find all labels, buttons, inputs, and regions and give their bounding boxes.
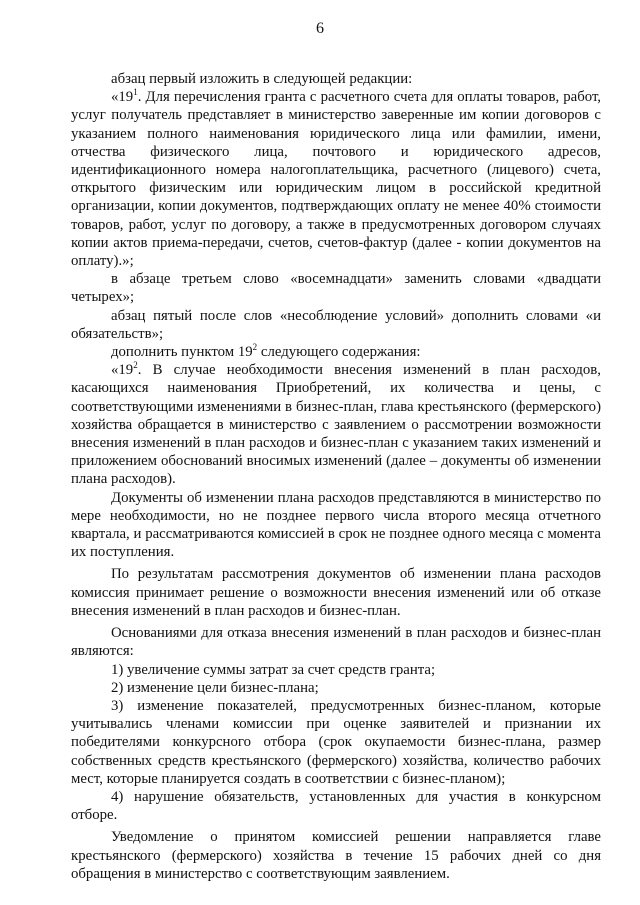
paragraph-9: Основаниями для отказа внесения изменений в план расходов и бизнес-план являются:: [71, 625, 601, 660]
paragraph-7: Документы об изменении плана расходов представляются в министерство по мере необходимости, но не позднее первого числа второго месяца отчетного квартала, и рассматриваются комиссией в срок не позднее одного месяца с момента их поступления.: [71, 489, 601, 561]
paragraph-8: По результатам рассмотрения документов об изменении плана расходов комиссия принимает решение о возможности внесения изменений или об отказе внесения изменений в план расходов и бизнес-план.: [71, 566, 601, 619]
paragraph-3: в абзаце третьем слово «восемнадцати» заменить словами «двадцати четырех»;: [71, 271, 601, 306]
paragraph-4: абзац пятый после слов «несоблюдение условий» дополнить словами «и обязательств»;: [71, 307, 601, 342]
list-item-2: 2) изменение цели бизнес-плана;: [111, 679, 319, 696]
page-number: 6: [316, 20, 324, 37]
paragraph-10: Уведомление о принятом комиссией решении направляется главе крестьянского (фермерского) хозяйства в течение 15 рабочих дней со дня обращения в министерство с соответствующим заявлением.: [71, 829, 601, 882]
paragraph-5: дополнить пунктом $19^2$ следующего содержания:: [111, 342, 421, 361]
paragraph-2: «$19^1$. Для перечисления гранта с расчетного счета для оплаты товаров, работ, услуг получатель представляет в министерство заверенные им копии договоров с указанием полного наименования юридического лица или фамилии, имени, отчества физического лица, почтового и юридического адресов, идентификационного номера налогоплательщика, расчетного (лицевого) счета, открытого физическим или юридическим лицом в российской кредитной организации, копии документов, подтверждающих оплату не менее 40% стоимости товаров, работ, услуг по договору, а также в предусмотренных договором случаях копии актов приема-передачи, счетов, счетов-фактур (далее - копии документов на оплату).»;: [71, 87, 601, 270]
paragraph-1: абзац первый изложить в следующей редакции:: [111, 71, 413, 87]
list-item-3: 3) изменение показателей, предусмотренных бизнес-планом, которые учитывались членами комиссии при оценке заявителей и признании их победителями конкурсного отбора (срок окупаемости бизнес-плана, размер собственных средств крестьянского (фермерского) хозяйства, количество рабочих мест, которые планируется создать в соответствии с бизнес-планом);: [71, 697, 601, 787]
paragraph-6: «$19^2$. В случае необходимости внесения изменений в план расходов, касающихся наименования Приобретений, их количества и цены, с соответствующими изменениями в бизнес-план, глава крестьянского (фермерского) хозяйства обращается в министерство с заявлением о рассмотрении возможности внесения изменений в план расходов и бизнес-план с указанием таких изменений и приложением обоснований вносимых изменений (далее – документы об изменении плана расходов).: [71, 360, 601, 488]
list-item-4: 4) нарушение обязательств, установленных для участия в конкурсном отборе.: [71, 788, 601, 824]
list-item-1: 1) увеличение суммы затрат за счет средств гранта;: [111, 661, 436, 678]
document-body: [71, 70, 601, 883]
